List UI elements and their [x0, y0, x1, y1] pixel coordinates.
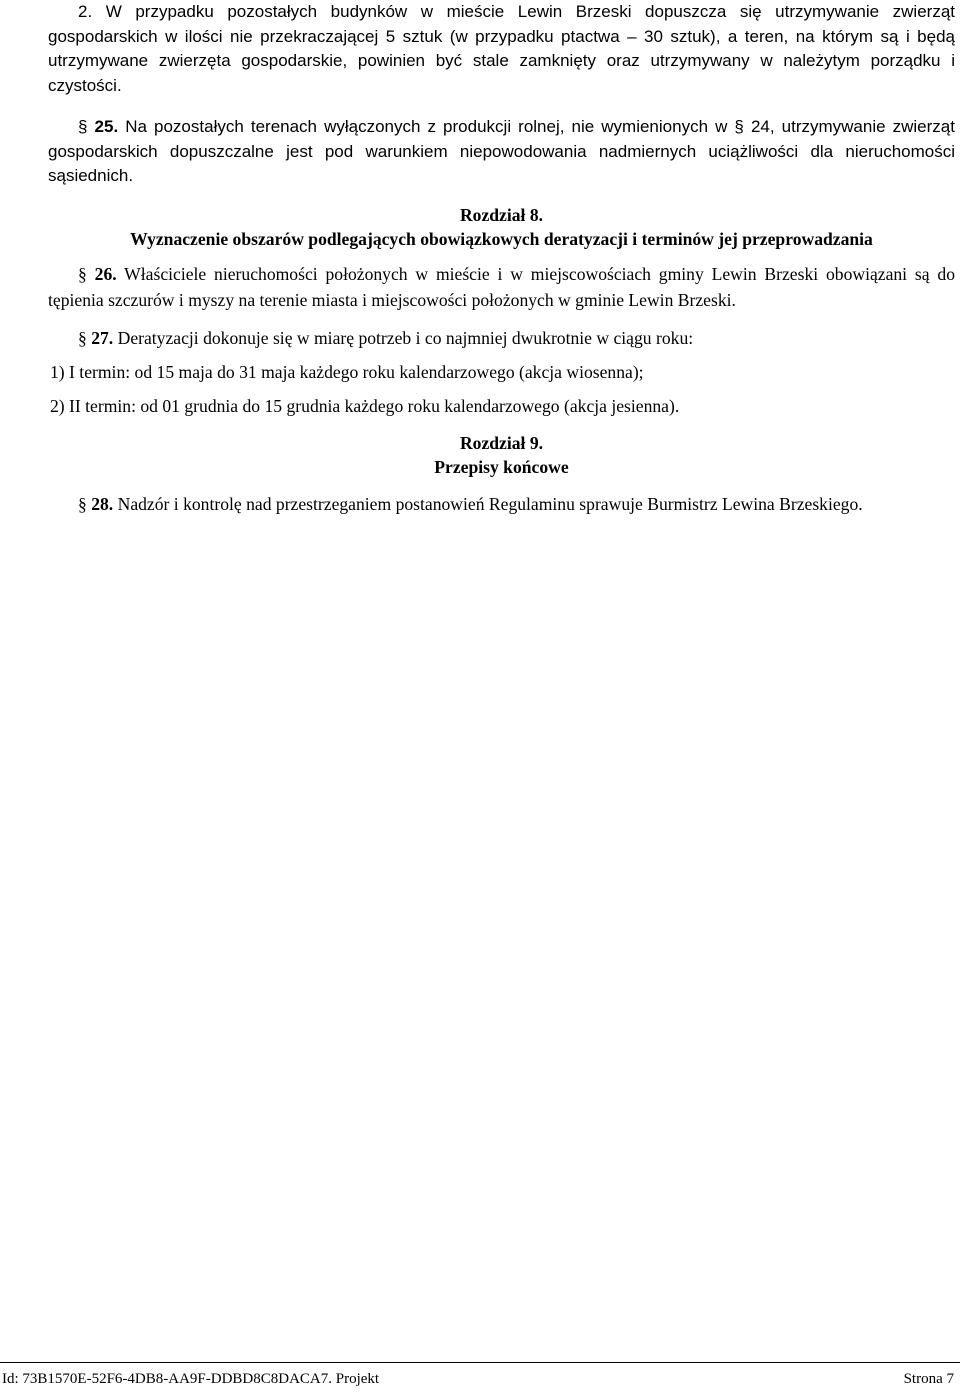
section-number: 25. [94, 117, 119, 136]
document-page [48, 0, 955, 517]
chapter-subtitle: Przepisy końcowe [434, 456, 569, 477]
document-id: Id: 73B1570E-52F6-4DB8-AA9F-DDBD8C8DACA7. Projekt [2, 1371, 380, 1387]
chapter-9-heading [48, 431, 955, 479]
section-25-text: Na pozostałych terenach wyłączonych z produkcji rolnej, nie wymienionych w [125, 117, 728, 136]
section-number: 28. [91, 493, 114, 514]
chapter-8-heading [48, 203, 955, 251]
section-symbol: § [78, 327, 87, 348]
paragraph-2 [48, 0, 955, 98]
list-item: 1) I termin: od 15 maja do 31 maja każdego roku kalendarzowego (akcja wiosenna); [50, 361, 644, 382]
section-25 [48, 115, 955, 189]
section-25-text-2: 24, utrzymywanie zwierząt gospodarskich dopuszczalne jest pod warunkiem niepowodowania nadmiernych uciążliwości dla nieruchomości sąsiednich. [48, 117, 955, 185]
list-item: 2) II termin: od 01 grudnia do 15 grudnia każdego roku kalendarzowego (akcja jesienna). [50, 395, 680, 416]
page-number: Strona 7 [903, 1371, 954, 1387]
section-symbol: § [78, 263, 87, 284]
section-27-text: Deratyzacji dokonuje się w miarę potrzeb i co najmniej dwukrotnie w ciągu roku: [117, 327, 694, 348]
section-28-text: Nadzór i kontrolę nad przestrzeganiem postanowień Regulaminu sprawuje Burmistrz Lewina Brzeskiego. [117, 493, 863, 514]
section-28 [48, 491, 955, 517]
section-symbol: § [78, 117, 88, 136]
section-ref-symbol: § [734, 117, 744, 136]
section-27 [48, 325, 955, 351]
paragraph-2-text: 2. W przypadku pozostałych budynków w mieście Lewin Brzeski dopuszcza się utrzymywanie zwierząt gospodarskich w ilości nie przekraczającej 5 sztuk (w przypadku ptactwa – 30 sztuk), a teren, na którym są i będą utrzymywane zwierzęta gospodarskie, powinien być stale zamknięty oraz utrzymywany w należytym porządku i czystości. [48, 2, 955, 95]
chapter-subtitle: Wyznaczenie obszarów podlegających obowiązkowych deratyzacji i terminów jej przeprowadzania [130, 228, 873, 249]
page-footer [0, 1362, 960, 1392]
chapter-title: Rozdział 9. [459, 432, 544, 453]
section-number: 26. [94, 263, 117, 284]
section-26 [48, 261, 955, 313]
section-26-text: Właściciele nieruchomości położonych w mieście i w miejscowościach gminy Lewin Brzeski obowiązani są do tępienia szczurów i myszy na terenie miasta i miejscowości położonych w gminie Lewin Brzeski. [48, 263, 955, 310]
section-number: 27. [91, 327, 114, 348]
chapter-title: Rozdział 8. [459, 204, 544, 225]
section-symbol: § [78, 493, 87, 514]
